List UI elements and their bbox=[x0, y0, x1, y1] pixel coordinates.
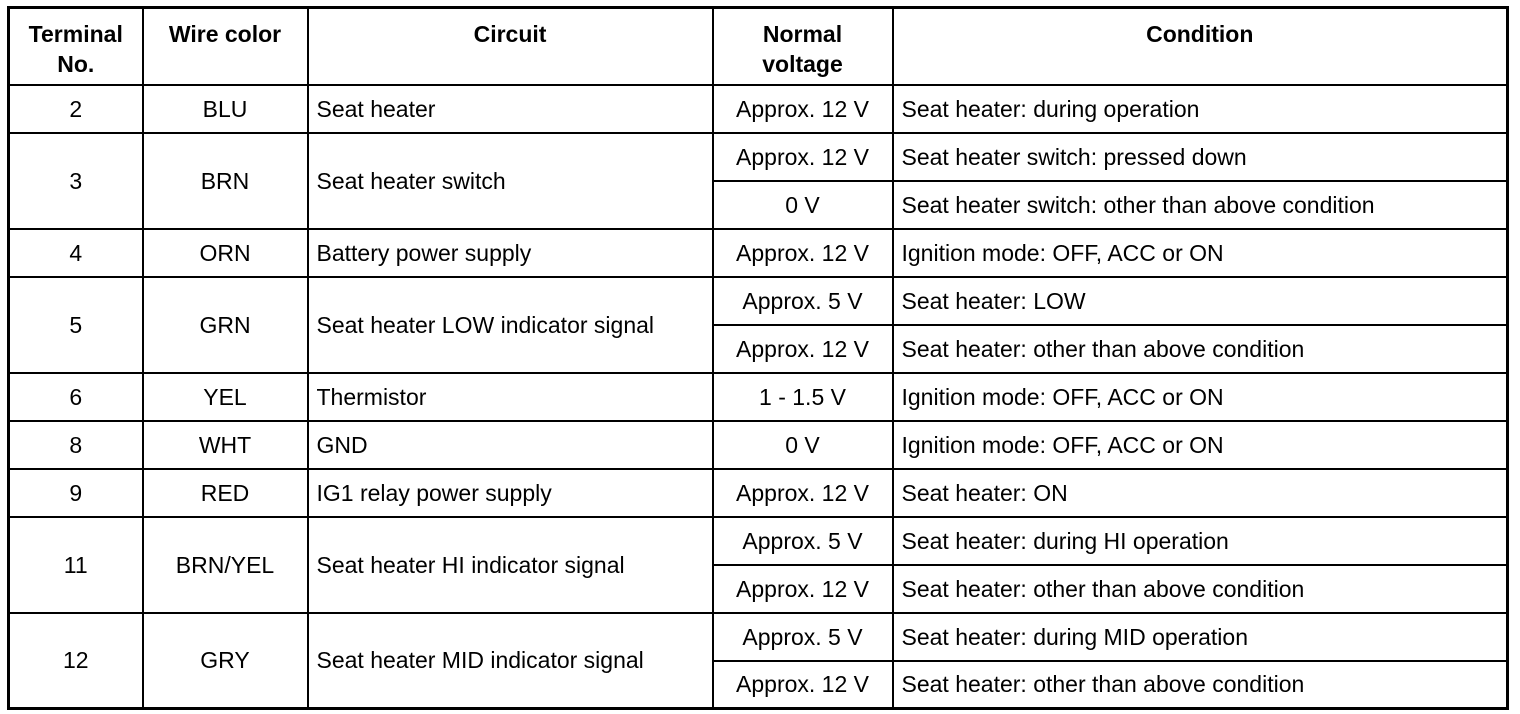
normal-voltage-cell: 0 V bbox=[713, 421, 893, 469]
terminal-spec-table bbox=[7, 6, 1509, 710]
header-wire-color: Wire color bbox=[143, 8, 308, 85]
circuit-cell: Battery power supply bbox=[308, 229, 713, 277]
normal-voltage-cell: Approx. 12 V bbox=[713, 229, 893, 277]
condition-cell: Ignition mode: OFF, ACC or ON bbox=[893, 373, 1508, 421]
terminal-no-cell: 3 bbox=[9, 133, 143, 229]
table-row bbox=[9, 373, 1508, 421]
terminal-no-cell: 9 bbox=[9, 469, 143, 517]
circuit-cell: GND bbox=[308, 421, 713, 469]
normal-voltage-cell: Approx. 12 V bbox=[713, 565, 893, 613]
condition-cell: Seat heater: ON bbox=[893, 469, 1508, 517]
circuit-cell: Seat heater HI indicator signal bbox=[308, 517, 713, 613]
header-circuit: Circuit bbox=[308, 8, 713, 85]
terminal-no-cell: 8 bbox=[9, 421, 143, 469]
table-row bbox=[9, 85, 1508, 133]
header-normal-voltage: Normal voltage bbox=[713, 8, 893, 85]
condition-cell: Seat heater switch: other than above condition bbox=[893, 181, 1508, 229]
wire-color-cell: GRY bbox=[143, 613, 308, 709]
header-terminal-no: Terminal No. bbox=[9, 8, 143, 85]
normal-voltage-cell: Approx. 12 V bbox=[713, 325, 893, 373]
circuit-cell: Seat heater LOW indicator signal bbox=[308, 277, 713, 373]
table-row bbox=[9, 133, 1508, 181]
table-row bbox=[9, 277, 1508, 325]
normal-voltage-cell: Approx. 12 V bbox=[713, 85, 893, 133]
condition-cell: Seat heater switch: pressed down bbox=[893, 133, 1508, 181]
condition-cell: Seat heater: other than above condition bbox=[893, 325, 1508, 373]
normal-voltage-cell: 0 V bbox=[713, 181, 893, 229]
condition-cell: Ignition mode: OFF, ACC or ON bbox=[893, 229, 1508, 277]
table-row bbox=[9, 613, 1508, 661]
circuit-cell: Seat heater MID indicator signal bbox=[308, 613, 713, 709]
condition-cell: Seat heater: LOW bbox=[893, 277, 1508, 325]
wire-color-cell: BLU bbox=[143, 85, 308, 133]
circuit-cell: Seat heater switch bbox=[308, 133, 713, 229]
wire-color-cell: RED bbox=[143, 469, 308, 517]
condition-cell: Seat heater: other than above condition bbox=[893, 661, 1508, 709]
terminal-no-cell: 6 bbox=[9, 373, 143, 421]
table-row bbox=[9, 229, 1508, 277]
condition-cell: Seat heater: during operation bbox=[893, 85, 1508, 133]
normal-voltage-cell: Approx. 12 V bbox=[713, 469, 893, 517]
circuit-cell: IG1 relay power supply bbox=[308, 469, 713, 517]
condition-cell: Seat heater: during HI operation bbox=[893, 517, 1508, 565]
wire-color-cell: GRN bbox=[143, 277, 308, 373]
wire-color-cell: BRN bbox=[143, 133, 308, 229]
wire-color-cell: WHT bbox=[143, 421, 308, 469]
circuit-cell: Thermistor bbox=[308, 373, 713, 421]
condition-cell: Ignition mode: OFF, ACC or ON bbox=[893, 421, 1508, 469]
table-row bbox=[9, 421, 1508, 469]
header-condition: Condition bbox=[893, 8, 1508, 85]
normal-voltage-cell: Approx. 12 V bbox=[713, 133, 893, 181]
circuit-cell: Seat heater bbox=[308, 85, 713, 133]
normal-voltage-cell: Approx. 5 V bbox=[713, 613, 893, 661]
normal-voltage-cell: 1 - 1.5 V bbox=[713, 373, 893, 421]
condition-cell: Seat heater: other than above condition bbox=[893, 565, 1508, 613]
wire-color-cell: YEL bbox=[143, 373, 308, 421]
normal-voltage-cell: Approx. 5 V bbox=[713, 277, 893, 325]
table-row bbox=[9, 469, 1508, 517]
table-header-row bbox=[9, 8, 1508, 85]
terminal-no-cell: 12 bbox=[9, 613, 143, 709]
wire-color-cell: ORN bbox=[143, 229, 308, 277]
terminal-no-cell: 4 bbox=[9, 229, 143, 277]
normal-voltage-cell: Approx. 5 V bbox=[713, 517, 893, 565]
terminal-no-cell: 5 bbox=[9, 277, 143, 373]
normal-voltage-cell: Approx. 12 V bbox=[713, 661, 893, 709]
table-row bbox=[9, 517, 1508, 565]
condition-cell: Seat heater: during MID operation bbox=[893, 613, 1508, 661]
wire-color-cell: BRN/YEL bbox=[143, 517, 308, 613]
terminal-no-cell: 11 bbox=[9, 517, 143, 613]
terminal-no-cell: 2 bbox=[9, 85, 143, 133]
table-body bbox=[9, 85, 1508, 709]
